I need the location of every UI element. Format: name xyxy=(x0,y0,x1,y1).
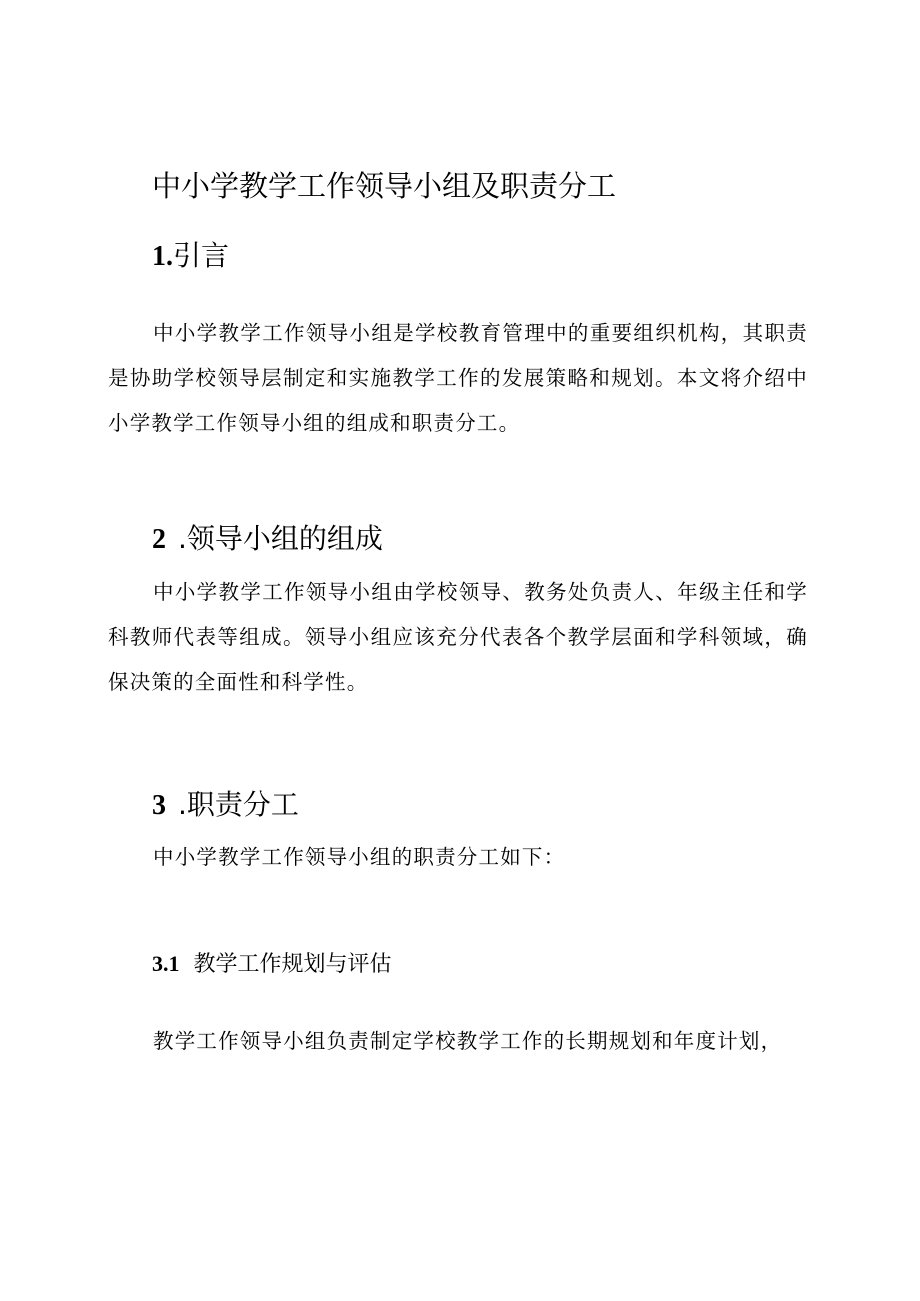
section-number: 2 xyxy=(152,524,166,555)
section-heading-responsibilities xyxy=(152,785,299,826)
section-title: 引言 xyxy=(173,239,230,272)
document-title: 中小学教学工作领导小组及职责分工 xyxy=(152,169,617,203)
subsection-heading-planning xyxy=(152,948,392,981)
section-number: 1. xyxy=(152,241,173,272)
paragraph-composition: 中小学教学工作领导小组由学校领导、教务处负责人、年级主任和学科教师代表等组成。领导小组应该充分代表各个教学层面和学科领域，确保决策的全面性和科学性。 xyxy=(108,580,808,694)
subsection-number: 3.1 xyxy=(152,951,180,976)
section-title: .领导小组的组成 xyxy=(178,522,383,555)
section-title: .职责分工 xyxy=(178,788,299,821)
subsection-title: 教学工作规划与评估 xyxy=(193,952,392,977)
section-heading-introduction xyxy=(152,236,229,277)
section-heading-composition xyxy=(152,519,383,560)
paragraph-planning: 教学工作领导小组负责制定学校教学工作的长期规划和年度计划， xyxy=(153,1029,783,1053)
paragraph-responsibilities: 中小学教学工作领导小组的职责分工如下： xyxy=(153,845,566,869)
paragraph-introduction: 中小学教学工作领导小组是学校教育管理中的重要组织机构，其职责是协助学校领导层制定和实施教学工作的发展策略和规划。本文将介绍中小学教学工作领导小组的组成和职责分工。 xyxy=(108,321,808,435)
section-number: 3 xyxy=(152,790,166,821)
